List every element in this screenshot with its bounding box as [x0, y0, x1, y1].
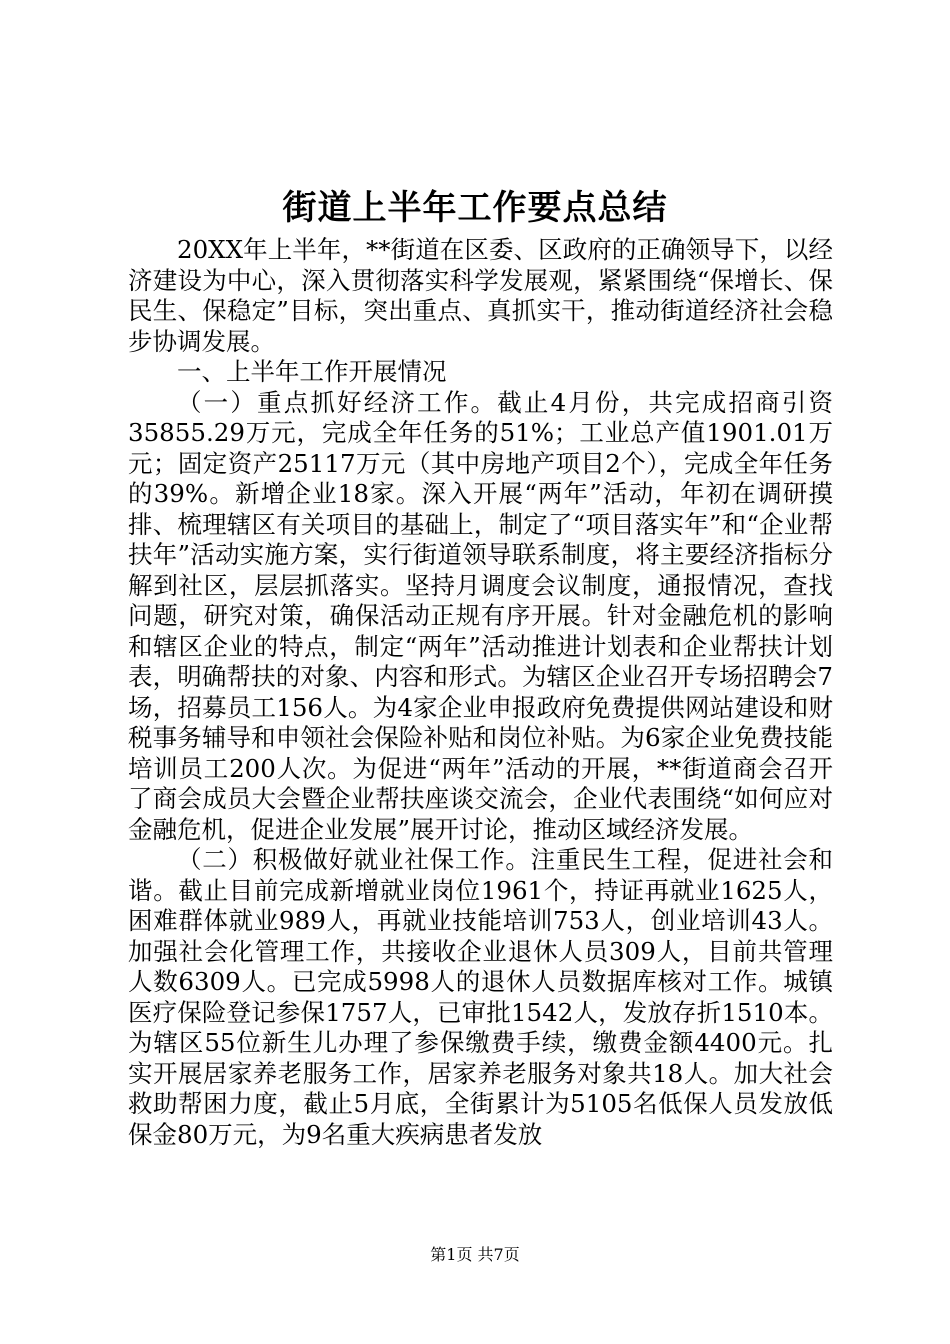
employment-paragraph: （二）积极做好就业社保工作。注重民生工程，促进社会和谐。截止目前完成新增就业岗位1961个，持证再就业1625人，困难群体就业989人，再就业技能培训753人，创业培训43人。加强社会化管理工作，共接收企业退休人员309人，目前共管理人数6309人。已完成5998人的退休人员数据库核对工作。城镇医疗保险登记参保1757人，已审批1542人，发放存折1510本。为辖区55位新生儿办理了参保缴费手续，缴费金额4400元。扎实开展居家养老服务工作，居家养老服务对象共18人。加大社会救助帮困力度，截止5月底，全街累计为5105名低保人员发放低保金80万元，为9名重大疾病患者发放 — [128, 845, 833, 1149]
intro-paragraph: 20XX年上半年，**街道在区委、区政府的正确领导下，以经济建设为中心，深入贯彻落实科学发展观，紧紧围绕“保增长、保民生、保稳定”目标，突出重点、真抓实干，推动街道经济社会稳步协调发展。 — [128, 235, 833, 356]
section-heading: 一、上半年工作开展情况 — [177, 357, 447, 386]
economy-paragraph: （一）重点抓好经济工作。截止4月份，共完成招商引资35855.29万元，完成全年任务的51%；工业总产值1901.01万元；固定资产25117万元（其中房地产项目2个），完成全年任务的39%。新增企业18家。深入开展“两年”活动，年初在调研摸排、梳理辖区有关项目的基础上，制定了“项目落实年”和“企业帮扶年”活动实施方案，实行街道领导联系制度，将主要经济指标分解到社区，层层抓落实。坚持月调度会议制度，通报情况，查找问题，研究对策，确保活动正规有序开展。针对金融危机的影响和辖区企业的特点，制定“两年”活动推进计划表和企业帮扶计划表，明确帮扶的对象、内容和形式。为辖区企业召开专场招聘会7场，招募员工156人。为4家企业申报政府免费提供网站建设和财税事务辅导和申领社会保险补贴和岗位补贴。为6家企业免费技能培训员工200人次。为促进“两年”活动的开展，**街道商会召开了商会成员大会暨企业帮扶座谈交流会，企业代表围绕“如何应对金融危机，促进企业发展”展开讨论，推动区域经济发展。 — [128, 387, 833, 844]
document-title: 街道上半年工作要点总结 — [282, 188, 668, 228]
document-body — [128, 235, 833, 1150]
page-footer: 第1页 共7页 — [430, 1245, 520, 1264]
